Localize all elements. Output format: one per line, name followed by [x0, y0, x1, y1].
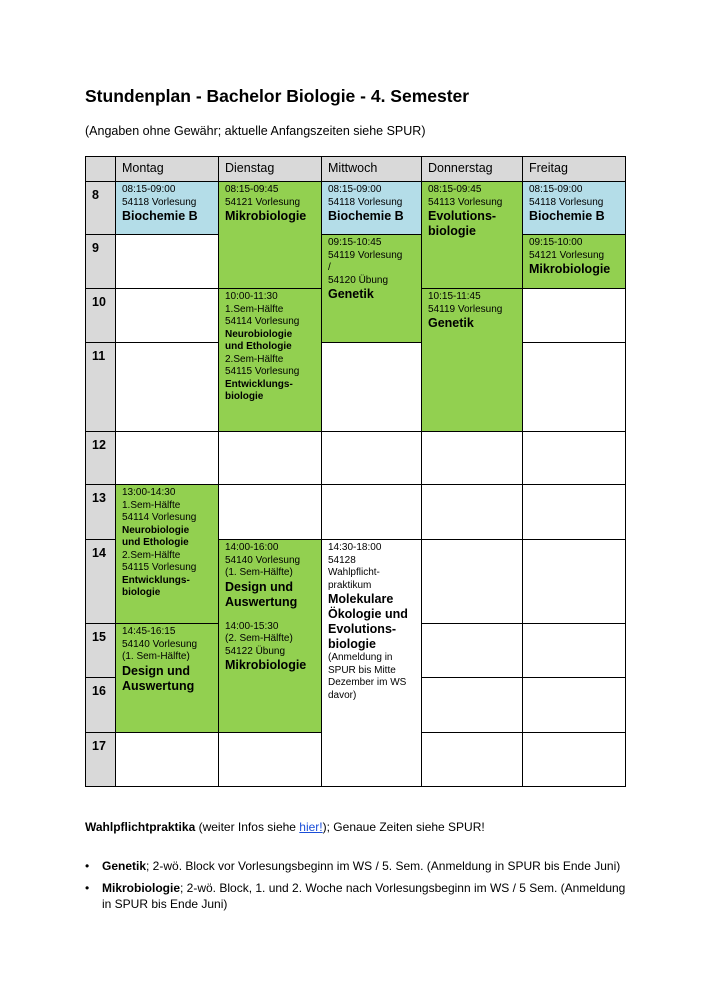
event-time: 10:15-11:45 — [428, 291, 481, 302]
event-title: und Ethologie — [225, 341, 292, 352]
empty-cell — [522, 539, 626, 624]
event-wednesday-biochemie-b — [321, 181, 422, 235]
event-time: 08:15-09:45 — [428, 184, 482, 195]
event-time: 14:00-16:00 — [225, 542, 279, 553]
hour-13: 13 — [85, 484, 116, 540]
empty-cell — [421, 484, 523, 540]
empty-cell — [421, 677, 523, 733]
header-day-monday: Montag — [115, 156, 219, 182]
event-thursday-evolutionsbiologie — [421, 181, 523, 289]
event-note: Dezember im WS — [328, 677, 407, 688]
event-note: SPUR bis Mitte — [328, 664, 396, 676]
empty-cell — [522, 288, 626, 343]
hour-11: 11 — [85, 342, 116, 432]
hour-9: 9 — [85, 234, 116, 289]
event-title: Mikrobiologie — [529, 262, 611, 276]
event-course-number: 54140 Vorlesung — [122, 638, 198, 650]
event-note: (1. Sem-Hälfte) — [225, 567, 293, 578]
event-title: Design und — [225, 579, 294, 594]
event-title: Genetik — [428, 316, 474, 330]
event-title: Genetik — [328, 287, 374, 301]
event-title: Evolutions- — [428, 209, 497, 223]
event-monday-design-und-auswertung — [115, 623, 219, 733]
header-day-friday: Freitag — [522, 156, 626, 182]
event-title: Entwicklungs- — [122, 574, 190, 586]
empty-cell — [218, 431, 322, 485]
bullet-icon: • — [85, 881, 90, 895]
event-time: 14:00-15:30 — [225, 620, 279, 632]
event-time: 08:15-09:00 — [328, 184, 382, 195]
event-title: biologie — [225, 391, 264, 402]
event-title: Auswertung — [122, 678, 195, 693]
bullet-icon: • — [85, 859, 90, 873]
event-time: 13:00-14:30 — [122, 487, 176, 498]
event-course-number: 54120 Übung — [328, 274, 389, 286]
event-note: praktikum — [328, 579, 372, 591]
event-course-number: 54119 Vorlesung — [428, 303, 503, 315]
event-note: 1.Sem-Hälfte — [225, 303, 284, 315]
event-course-number: 54115 Vorlesung — [122, 562, 197, 573]
event-title: Neurobiologie — [122, 524, 190, 536]
empty-cell — [522, 431, 626, 485]
empty-cell — [218, 732, 322, 787]
event-note: 2.Sem-Hälfte — [225, 353, 284, 365]
event-tuesday-neurobiologie — [218, 288, 322, 432]
empty-cell — [321, 431, 422, 485]
list-item-title: Mikrobiologie — [102, 881, 180, 895]
event-title: Molekulare — [328, 592, 394, 606]
empty-cell — [522, 342, 626, 432]
event-time: 10:00-11:30 — [225, 291, 278, 302]
event-course-number: 54115 Vorlesung — [225, 366, 300, 377]
list-item — [85, 858, 630, 874]
event-course-number: 54121 Vorlesung — [529, 249, 605, 261]
event-wednesday-genetik — [321, 234, 422, 343]
wahlpflicht-list — [85, 858, 630, 918]
event-time: 14:45-16:15 — [122, 626, 176, 637]
event-note: (2. Sem-Hälfte) — [225, 633, 293, 644]
event-title: Entwicklungs- — [225, 378, 293, 390]
event-tuesday-mikrobiologie — [218, 181, 322, 289]
event-course-number: 54140 Vorlesung — [225, 554, 301, 566]
empty-cell — [421, 623, 523, 678]
wahlpflicht-label: Wahlpflichtpraktika — [85, 820, 196, 834]
event-time: 08:15-09:00 — [529, 184, 583, 195]
event-title: biologie — [328, 637, 376, 651]
event-note: / — [328, 262, 331, 273]
event-note: 2.Sem-Hälfte — [122, 549, 181, 561]
event-course-number: 54122 Übung — [225, 645, 286, 657]
event-title: Evolutions- — [328, 622, 397, 636]
timetable — [85, 156, 626, 787]
event-monday-neurobiologie — [115, 484, 219, 624]
event-time: 09:15-10:00 — [529, 237, 583, 248]
event-friday-biochemie-b — [522, 181, 626, 235]
header-corner — [85, 156, 116, 182]
event-course-number: 54113 Vorlesung — [428, 196, 503, 208]
event-title: Auswertung — [225, 594, 298, 609]
hour-12: 12 — [85, 431, 116, 485]
event-tuesday-design-und-auswertung — [218, 539, 322, 733]
wahlpflicht-text: ); Genaue Zeiten siehe SPUR! — [322, 820, 485, 834]
empty-cell — [115, 342, 219, 432]
event-note: (1. Sem-Hälfte) — [122, 651, 190, 662]
empty-cell — [421, 732, 523, 787]
event-time: 08:15-09:45 — [225, 184, 279, 195]
header-day-tuesday: Dienstag — [218, 156, 322, 182]
hour-8: 8 — [85, 181, 116, 235]
empty-cell — [522, 732, 626, 787]
event-course-number: 54114 Vorlesung — [122, 512, 197, 523]
event-time: 14:30-18:00 — [328, 542, 382, 553]
event-friday-mikrobiologie — [522, 234, 626, 289]
list-item-title: Genetik — [102, 859, 147, 873]
event-course-number: 54128 — [328, 554, 356, 566]
list-item-text: ; 2-wö. Block, 1. und 2. Woche nach Vorlesungsbeginn im WS / 5 Sem. (Anmeldung in SPUR bis Ende Juni) — [102, 881, 626, 911]
header-day-thursday: Donnerstag — [421, 156, 523, 182]
page-subtitle: (Angaben ohne Gewähr; aktuelle Anfangszeiten siehe SPUR) — [85, 124, 426, 138]
event-note: (Anmeldung in — [328, 652, 393, 663]
page-title: Stundenplan - Bachelor Biologie - 4. Semester — [85, 86, 470, 106]
wahlpflicht-note — [85, 820, 485, 834]
event-course-number: 54121 Vorlesung — [225, 196, 301, 208]
event-title: biologie — [428, 224, 476, 238]
event-title: Ökologie und — [328, 607, 408, 621]
event-title: Mikrobiologie — [225, 209, 307, 223]
empty-cell — [522, 623, 626, 678]
hour-17: 17 — [85, 732, 116, 787]
event-time: 08:15-09:00 — [122, 184, 176, 195]
event-monday-biochemie-b — [115, 181, 219, 235]
event-thursday-genetik — [421, 288, 523, 432]
event-title: Biochemie B — [122, 209, 198, 223]
wahlpflicht-text: (weiter Infos siehe — [195, 820, 300, 834]
event-title: Biochemie B — [328, 209, 404, 223]
list-item — [85, 880, 630, 912]
event-title: Mikrobiologie — [225, 658, 307, 672]
empty-cell — [421, 431, 523, 485]
event-course-number: 54114 Vorlesung — [225, 316, 300, 327]
empty-cell — [522, 484, 626, 540]
empty-cell — [218, 484, 322, 540]
empty-cell — [522, 677, 626, 733]
empty-cell — [115, 431, 219, 485]
header-day-wednesday: Mittwoch — [321, 156, 422, 182]
event-course-number: 54118 Vorlesung — [122, 196, 197, 208]
empty-cell — [115, 732, 219, 787]
empty-cell — [421, 539, 523, 624]
event-note: 1.Sem-Hälfte — [122, 499, 181, 511]
event-wednesday-wahlpflichtpraktikum — [321, 539, 422, 787]
event-title: und Ethologie — [122, 537, 189, 548]
empty-cell — [115, 234, 219, 289]
event-time: 09:15-10:45 — [328, 237, 382, 248]
hour-16: 16 — [85, 677, 116, 733]
event-title: Neurobiologie — [225, 328, 293, 340]
hour-15: 15 — [85, 623, 116, 678]
event-title: Biochemie B — [529, 209, 605, 223]
more-info-link[interactable]: hier! — [299, 820, 323, 834]
empty-cell — [321, 342, 422, 432]
event-course-number: 54118 Vorlesung — [328, 196, 403, 208]
event-title: biologie — [122, 587, 161, 598]
event-title: Design und — [122, 663, 191, 678]
empty-cell — [321, 484, 422, 540]
hour-14: 14 — [85, 539, 116, 624]
event-course-number: 54119 Vorlesung — [328, 249, 403, 261]
list-item-text: ; 2-wö. Block vor Vorlesungsbeginn im WS / 5. Sem. (Anmeldung in SPUR bis Ende Juni) — [146, 859, 621, 873]
hour-10: 10 — [85, 288, 116, 343]
event-course-number: 54118 Vorlesung — [529, 196, 604, 208]
event-note: Wahlpflicht- — [328, 567, 380, 578]
empty-cell — [115, 288, 219, 343]
event-note: davor) — [328, 689, 357, 701]
